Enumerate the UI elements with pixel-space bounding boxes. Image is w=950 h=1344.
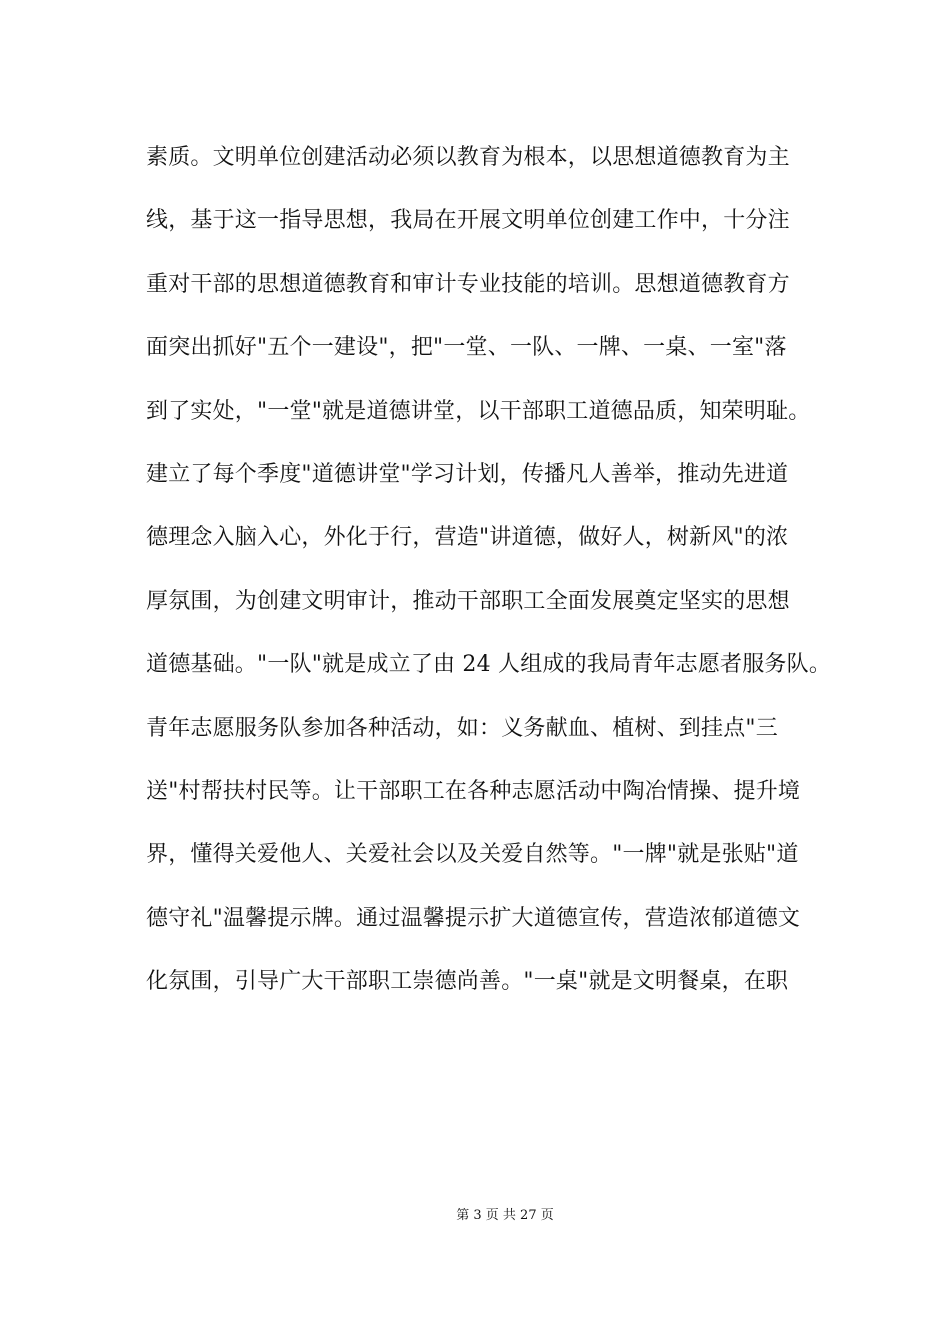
text-line: 道德基础。"一队"就是成立了由 24 人组成的我局青年志愿者服务队。 [146, 652, 832, 678]
text-line: 青年志愿服务队参加各种活动，如：义务献血、植树、到挂点"三 [146, 715, 778, 741]
text-line: 素质。文明单位创建活动必须以教育为根本，以思想道德教育为主 [146, 145, 790, 170]
text-line: 建立了每个季度"道德讲堂"学习计划，传播凡人善举，推动先进道 [146, 461, 789, 487]
text-line: 线，基于这一指导思想，我局在开展文明单位创建工作中，十分注 [146, 208, 790, 234]
text-line: 厚氛围，为创建文明审计，推动干部职工全面发展奠定坚实的思想 [146, 588, 790, 614]
text-line: 面突出抓好"五个一建设"，把"一堂、一队、一牌、一桌、一室"落 [146, 335, 787, 361]
text-line: 界，懂得关爱他人、关爱社会以及关爱自然等。"一牌"就是张贴"道 [146, 842, 799, 868]
body-text [146, 134, 836, 1021]
text-line: 送"村帮扶村民等。让干部职工在各种志愿活动中陶冶情操、提升境 [146, 778, 801, 804]
text-line: 德守礼"温馨提示牌。通过温馨提示扩大道德宣传，营造浓郁道德文 [146, 905, 801, 931]
text-line: 到了实处，"一堂"就是道德讲堂，以干部职工道德品质，知荣明耻。 [146, 398, 811, 424]
text-line: 化氛围，引导广大干部职工崇德尚善。"一桌"就是文明餐桌，在职 [146, 969, 789, 995]
text-line: 重对干部的思想道德教育和审计专业技能的培训。思想道德教育方 [146, 271, 790, 297]
text-line: 德理念入脑入心，外化于行，营造"讲道德，做好人，树新风"的浓 [146, 525, 789, 551]
page-number-footer: 第 3 页 共 27 页 [456, 1208, 554, 1223]
